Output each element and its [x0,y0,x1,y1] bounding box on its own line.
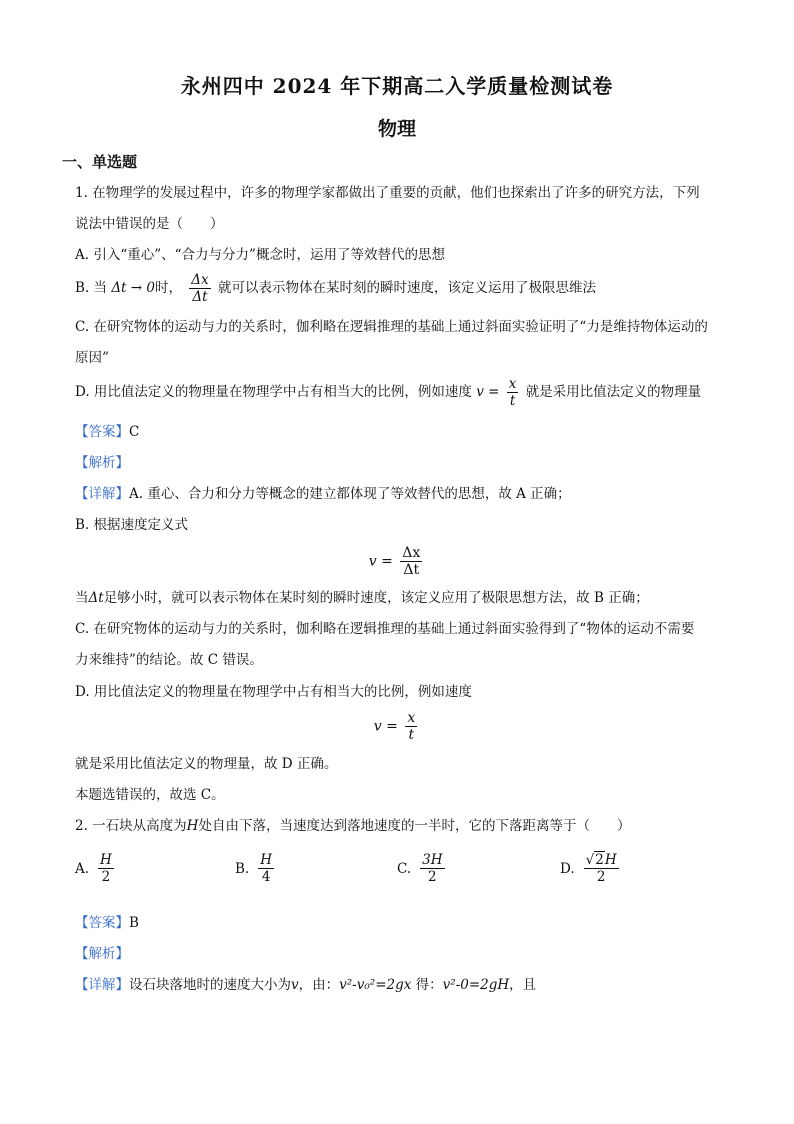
q2-stem [75,816,630,836]
q1-option-b-mid: 时， [154,280,182,296]
q1-option-b-prefix: B. 当 [75,280,108,296]
sqrt-radicand: 2 [595,852,604,868]
subject-title: 物理 [377,118,416,140]
fraction-denominator: Δt [403,562,420,578]
q1-detail-d-line2: 就是采用比值法定义的物理量，故 D 正确。 [75,756,338,772]
fraction-numerator [584,852,619,869]
detail-delta-t: Δt [88,590,104,606]
q1-stem-line2: 说法中错误的是（ ） [75,216,224,232]
q1-detail-a [75,484,571,504]
fraction-denominator: 2 [596,869,606,885]
equation-fraction [400,545,422,578]
q1-option-c-line2: 原因” [75,350,109,366]
detail-prefix: 当 [75,590,89,606]
option-label: A. [75,860,90,877]
answer-value: B [129,915,139,931]
detail-text: A. 重心、合力和分力等概念的建立都体现了等效替代的思想，故 A 正确； [129,486,571,502]
detail-text: ，且 [509,977,537,993]
fraction-denominator: 2 [101,869,111,885]
q1-option-c-line1: C. 在研究物体的运动与力的关系时，伽利略在逻辑推理的基础上通过斜面实验证明了“力是维持物体运动的 [75,319,708,335]
detail-text: 足够小时，就可以表示物体在某时刻的瞬时速度，该定义应用了极限思想方法，故 B 正确； [103,590,649,606]
fraction-denominator: 2 [428,869,437,885]
q2-detail [75,975,536,995]
q1-option-d-prefix: D. 用比值法定义的物理量在物理学中占有相当大的比例，例如速度 [75,384,472,400]
q1-stem-line1: 1. 在物理学的发展过程中，许多的物理学家都做出了重要的贡献，他们也探索出了许多的研究方法，下列 [75,185,700,201]
detail-text: 得： [411,977,443,993]
detail-text: 设石块落地时的速度大小为 [129,977,291,993]
fraction-numerator: Δx [191,272,209,288]
answer-value: C [129,424,140,440]
section-heading: 一、单选题 [62,153,138,171]
fraction-numerator: 3H [422,852,443,868]
option-fraction [258,852,274,885]
option-label: C. [397,860,412,877]
q1-option-b-condition: Δt → 0 [111,280,155,296]
q1-option-d-text: 就是采用比值法定义的物理量 [525,384,702,400]
fraction-numerator: Δx [402,545,421,561]
detail-velocity: v [291,977,299,993]
q2-stem-text: 处自由下落，当速度达到落地速度的一半时，它的下落距离等于（ ） [198,818,631,834]
fraction-numerator: H [100,852,112,868]
fraction-numerator: x [407,710,416,726]
q2-option-b [235,852,277,885]
equation-variable: v = [368,553,393,570]
q1-analysis-tag: 【解析】 [75,455,129,471]
q1-detail-c-line2: 力来维持”的结论。故 C 错误。 [75,652,263,668]
q2-answer [75,913,139,933]
q1-option-b [75,272,596,305]
q1-detail-b-line1: B. 根据速度定义式 [75,517,189,533]
q1-option-d-variable: v = [476,384,500,400]
option-fraction [420,852,444,885]
fraction-variable: H [604,852,617,868]
fraction-numerator: x [508,376,517,392]
detail-formula-2: v²-0=2gH [442,977,510,993]
q1-equation-2 [0,710,794,743]
q2-option-d [560,852,622,885]
equation-fraction [405,710,417,743]
q2-analysis-tag: 【解析】 [75,946,129,962]
q1-option-b-fraction [189,272,210,305]
fraction-denominator: Δt [192,289,208,305]
q1-option-d-fraction [507,376,519,409]
q2-stem-prefix: 2. 一石块从高度为 [75,818,187,834]
q1-conclusion: 本题选错误的，故选 C。 [75,787,225,803]
q1-equation-1 [0,545,794,578]
option-fraction [98,852,114,885]
answer-tag: 【答案】 [75,915,129,931]
detail-text: ，由： [298,977,340,993]
q2-option-a [75,852,117,885]
answer-tag: 【答案】 [75,424,129,440]
q2-stem-height: H [186,818,199,834]
sqrt-symbol: √2 [585,852,604,868]
fraction-denominator: t [509,393,516,409]
q1-detail-c-line1: C. 在研究物体的运动与力的关系时，伽利略在逻辑推理的基础上通过斜面实验得到了“物体的运动不需要 [75,621,695,637]
fraction-denominator: t [408,727,415,743]
detail-tag: 【详解】 [75,977,129,993]
exam-title: 永州四中 2024 年下期高二入学质量检测试卷 [180,74,614,98]
q1-option-d [75,376,701,409]
q1-option-a: A. 引入“重心”、“合力与分力”概念时，运用了等效替代的思想 [75,247,445,263]
equation-variable: v = [373,718,398,735]
q1-detail-b-line2 [75,588,649,608]
option-label: B. [235,860,250,877]
option-label: D. [560,860,575,877]
detail-formula-1: v²-v₀²=2gx [339,977,412,993]
q1-answer [75,422,139,442]
option-fraction [584,852,619,885]
q1-detail-d-line1: D. 用比值法定义的物理量在物理学中占有相当大的比例，例如速度 [75,684,472,700]
q1-option-b-text: 就可以表示物体在某时刻的瞬时速度，该定义运用了极限思维法 [217,280,596,296]
detail-tag: 【详解】 [75,486,129,502]
fraction-numerator: H [260,852,272,868]
fraction-denominator: 4 [261,869,271,885]
q2-option-c [397,852,448,885]
